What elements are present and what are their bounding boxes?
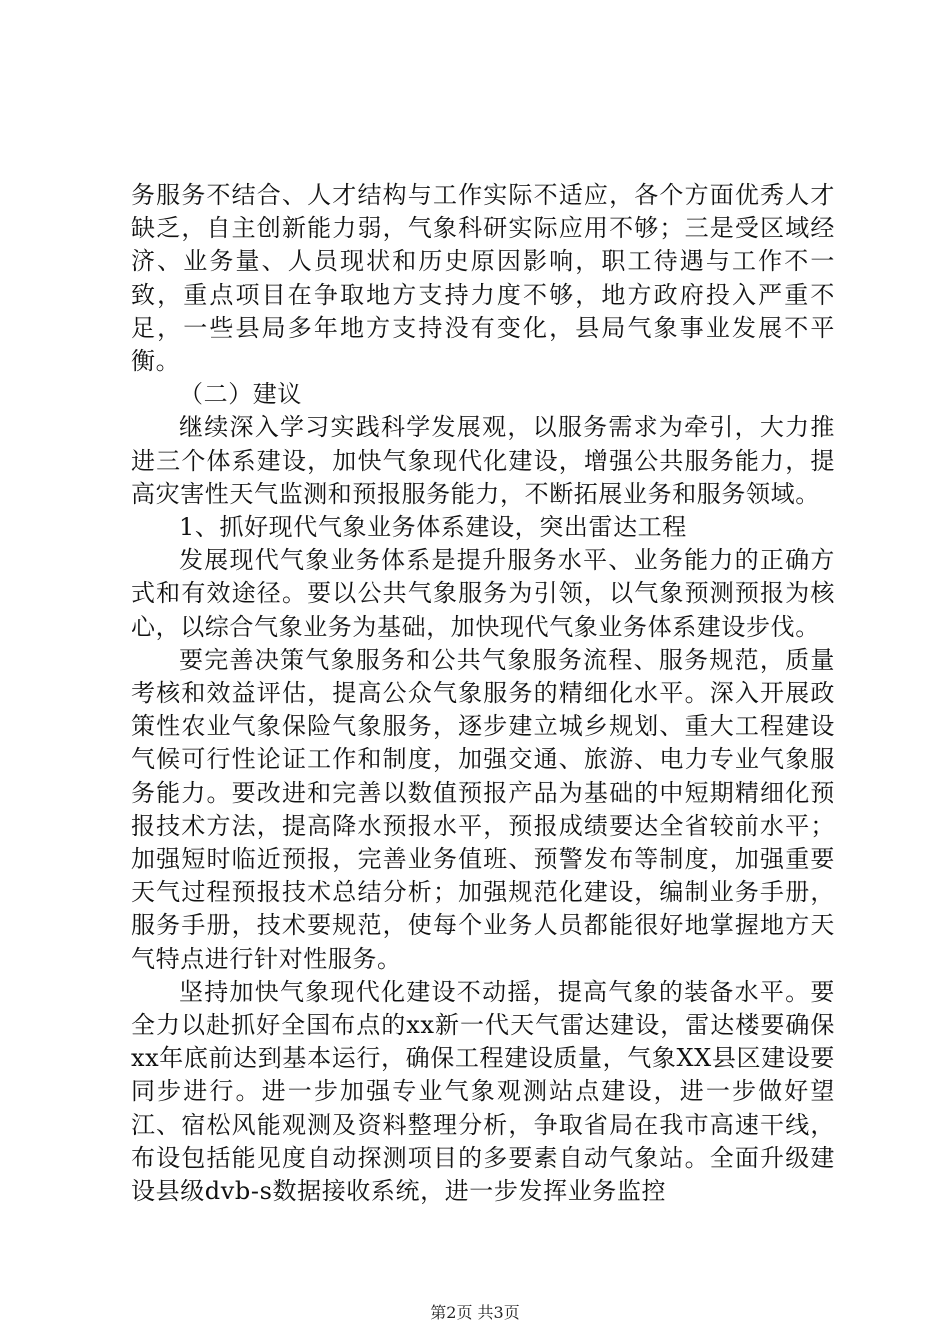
page-footer xyxy=(0,1303,950,1323)
paragraph-modernization: 坚持加快气象现代化建设不动摇，提高气象的装备水平。要全力以赴抓好全国布点的xx新一代天气雷达建设，雷达楼要确保xx年底前达到基本运行，确保工程建设质量，气象XX县区建设要同步进行。进一步加强专业气象观测站点建设，进一步做好望江、宿松风能观测及资料整理分析，争取省局在我市高速干线，布设包括能见度自动探测项目的多要素自动气象站。全面升级建设县级dvb-s数据接收系统，进一步发挥业务监控 xyxy=(131,977,835,1206)
paragraph-suggestions-intro: 继续深入学习实践科学发展观，以服务需求为牵引，大力推进三个体系建设，加快气象现代化建设，增强公共服务能力，提高灾害性天气监测和预报服务能力，不断拓展业务和服务领域。 xyxy=(131,413,835,508)
paragraph-service-process: 要完善决策气象服务和公共气象服务流程、服务规范，质量考核和效益评估，提高公众气象服务的精细化水平。深入开展政策性农业气象保险气象服务，逐步建立城乡规划、重大工程建设气候可行性论证工作和制度，加强交通、旅游、电力专业气象服务能力。要改进和完善以数值预报产品为基础的中短期精细化预报技术方法，提高降水预报水平，预报成绩要达全省较前水平；加强短时临近预报，完善业务值班、预警发布等制度，加强重要天气过程预报技术总结分析；加强规范化建设，编制业务手册，服务手册，技术要规范，使每个业务人员都能很好地掌握地方天气特点进行针对性服务。 xyxy=(131,645,835,973)
body-text xyxy=(131,179,835,1208)
subheading-item-1: 1、抓好现代气象业务体系建设，突出雷达工程 xyxy=(179,513,687,542)
paragraph-business-system: 发展现代气象业务体系是提升服务水平、业务能力的正确方式和有效途径。要以公共气象服务为引领，以气象预测预报为核心，以综合气象业务为基础，加快现代气象业务体系建设步伐。 xyxy=(131,546,835,641)
section-heading-suggestions: （二）建议 xyxy=(179,380,302,409)
page-number: 第2页 共3页 xyxy=(430,1303,520,1322)
paragraph-continuation: 务服务不结合、人才结构与工作实际不适应，各个方面优秀人才缺乏，自主创新能力弱，气象科研实际应用不够；三是受区域经济、业务量、人员现状和历史原因影响，职工待遇与工作不一致，重点项目在争取地方支持力度不够，地方政府投入严重不足，一些县局多年地方支持没有变化，县局气象事业发展不平衡。 xyxy=(131,181,835,376)
